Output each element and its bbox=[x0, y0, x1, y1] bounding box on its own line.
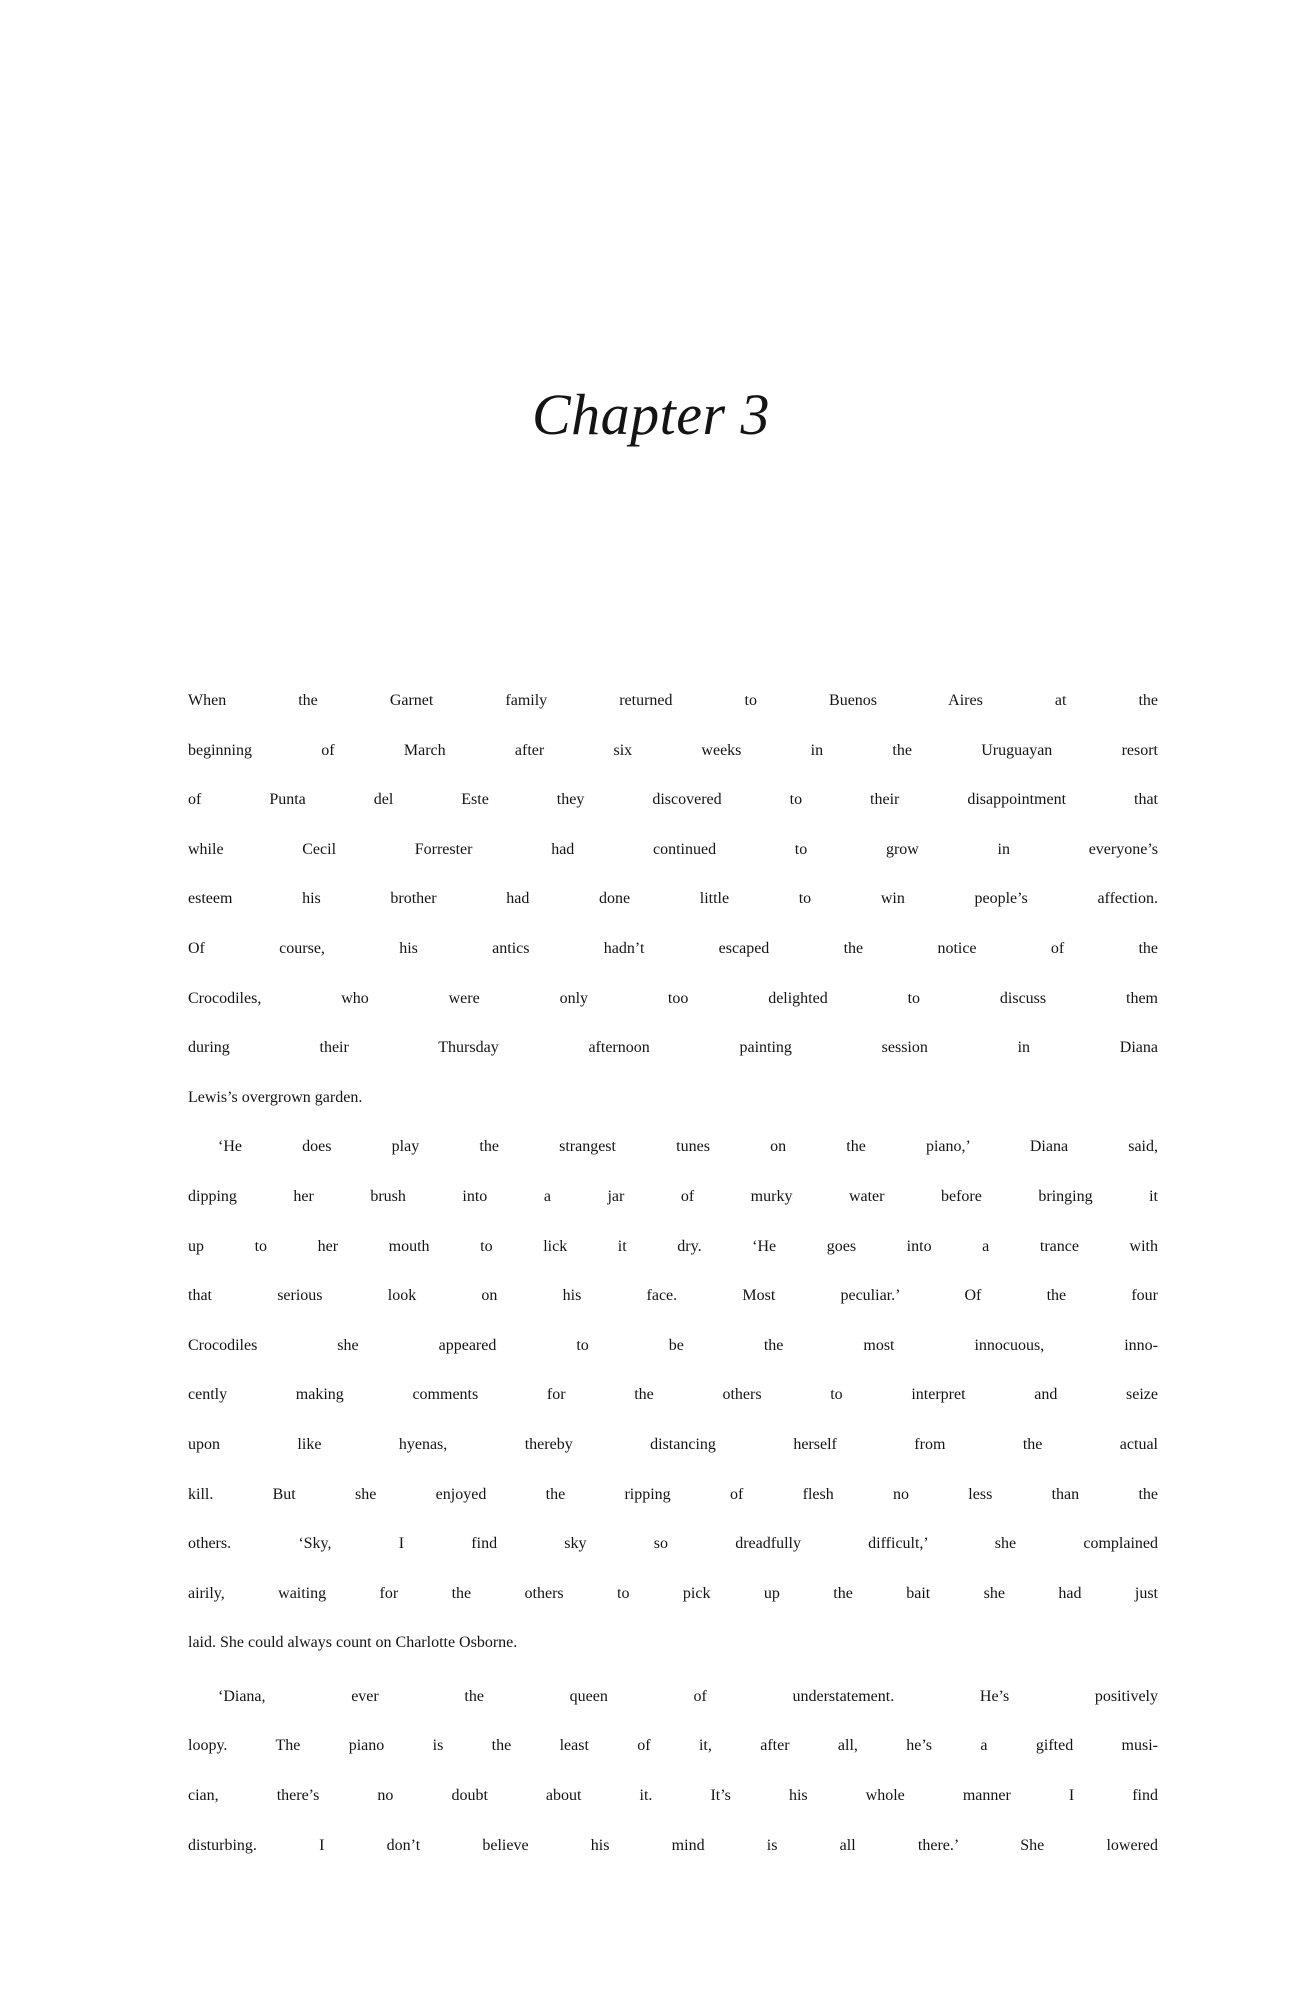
paragraph-1 bbox=[188, 692, 1158, 1138]
text-line: beginning of March after six weeks in the Uruguayan resort bbox=[188, 741, 1158, 759]
text-line: airily, waiting for the others to pick up the bait she had just bbox=[188, 1584, 1158, 1602]
text-line: kill. But she enjoyed the ripping of flesh no less than the bbox=[188, 1485, 1158, 1503]
paragraph-3 bbox=[188, 1688, 1158, 1886]
text-line: ‘He does play the strangest tunes on the piano,’ Diana said, bbox=[218, 1138, 1158, 1156]
text-line: Crocodiles she appeared to be the most innocuous, inno- bbox=[188, 1336, 1158, 1354]
text-line: during their Thursday afternoon painting session in Diana bbox=[188, 1039, 1158, 1057]
text-line: loopy. The piano is the least of it, after all, he’s a gifted musi- bbox=[188, 1737, 1158, 1755]
text-line: disturbing. I don’t believe his mind is all there.’ She lowered bbox=[188, 1836, 1158, 1854]
text-line: upon like hyenas, thereby distancing herself from the actual bbox=[188, 1435, 1158, 1453]
text-line: others. ‘Sky, I find sky so dreadfully difficult,’ she complained bbox=[188, 1535, 1158, 1553]
text-line: Lewis’s overgrown garden. bbox=[188, 1088, 363, 1106]
text-line: laid. She could always count on Charlotte Osborne. bbox=[188, 1634, 518, 1652]
chapter-title: Chapter 3 bbox=[531, 382, 771, 447]
text-line: ‘Diana, ever the queen of understatement. He’s positively bbox=[218, 1687, 1158, 1705]
paragraph-2 bbox=[188, 1138, 1158, 1684]
text-line: up to her mouth to lick it dry. ‘He goes into a trance with bbox=[188, 1237, 1158, 1255]
text-line: Of course, his antics hadn’t escaped the notice of the bbox=[188, 939, 1158, 957]
text-line: esteem his brother had done little to win people’s affection. bbox=[188, 890, 1158, 908]
text-line: while Cecil Forrester had continued to grow in everyone’s bbox=[188, 840, 1158, 858]
chapter-body bbox=[188, 692, 1158, 1886]
text-line: cian, there’s no doubt about it. It’s his whole manner I find bbox=[188, 1787, 1158, 1805]
text-line: dipping her brush into a jar of murky water before bringing it bbox=[188, 1187, 1158, 1205]
text-line: that serious look on his face. Most peculiar.’ Of the four bbox=[188, 1287, 1158, 1305]
text-line: When the Garnet family returned to Buenos Aires at the bbox=[188, 692, 1158, 709]
text-line: Crocodiles, who were only too delighted to discuss them bbox=[188, 989, 1158, 1007]
text-line: cently making comments for the others to interpret and seize bbox=[188, 1386, 1158, 1404]
text-line: of Punta del Este they discovered to their disappointment that bbox=[188, 791, 1158, 809]
